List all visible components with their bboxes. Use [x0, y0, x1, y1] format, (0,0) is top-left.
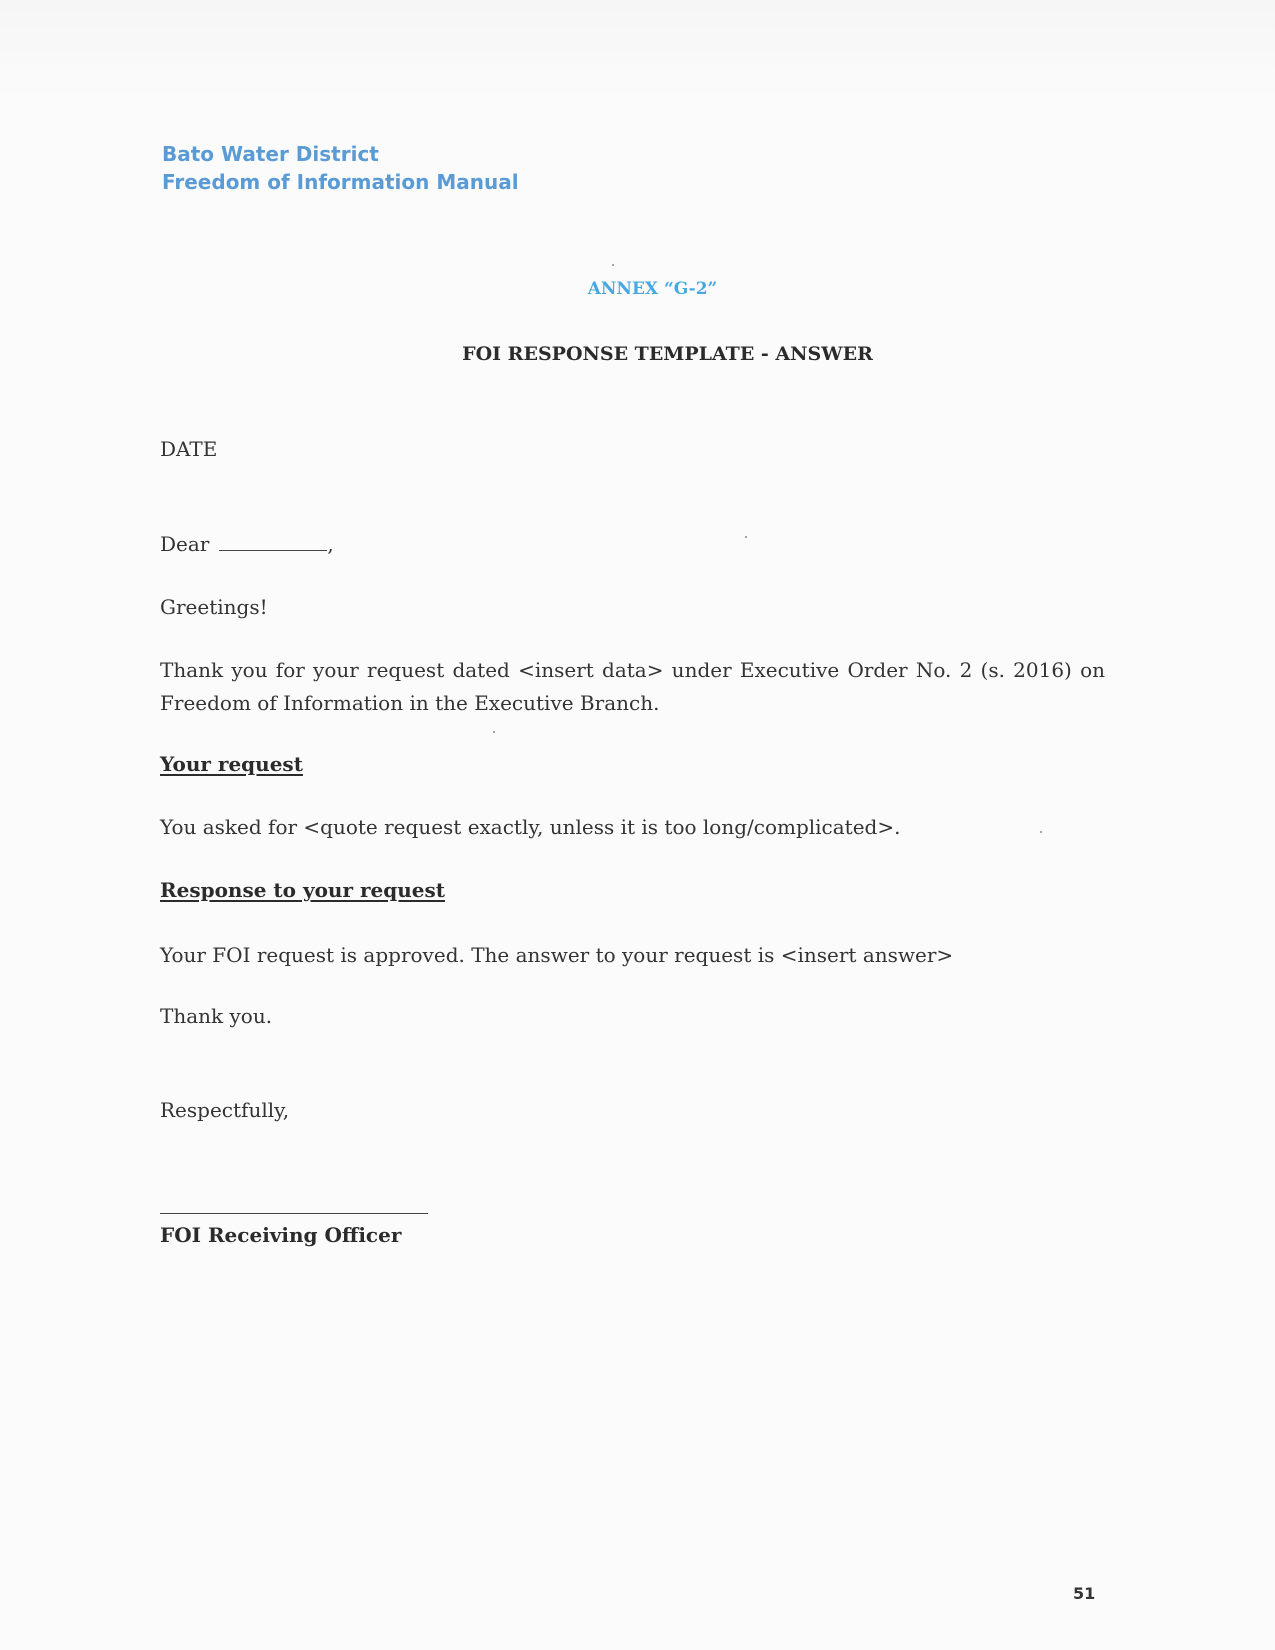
response-text: Your FOI request is approved. The answer to your request is <insert answer>: [160, 943, 954, 967]
intro-paragraph: Thank you for your request dated <insert data> under Executive Order No. 2 (s. 2016) on Freedom of Information in the Executive Branch.: [160, 658, 1105, 715]
closing-text: Respectfully,: [160, 1098, 290, 1122]
section-heading-request: Your request: [160, 752, 303, 776]
section-heading-response: Response to your request: [160, 878, 445, 902]
page-number: 51: [1073, 1584, 1096, 1603]
recipient-blank: [219, 532, 327, 551]
salutation-suffix: ,: [327, 532, 334, 556]
thanks-text: Thank you.: [160, 1004, 273, 1028]
signature-line: [160, 1213, 428, 1214]
manual-name: Freedom of Information Manual: [162, 170, 519, 194]
scan-speck: [612, 264, 614, 266]
scan-speck: [493, 731, 495, 733]
scan-speck: [1040, 831, 1042, 833]
document-header: [162, 140, 519, 196]
request-text: You asked for <quote request exactly, unless it is too long/complicated>.: [160, 815, 901, 839]
salutation-text: Dear: [160, 532, 210, 556]
salutation-line: [160, 532, 334, 556]
page-title: FOI RESPONSE TEMPLATE - ANSWER: [462, 343, 873, 365]
scan-speck: [745, 536, 747, 538]
annex-label: ANNEX “G-2”: [587, 279, 718, 299]
greeting: Greetings!: [160, 595, 268, 619]
signatory-title: FOI Receiving Officer: [160, 1223, 402, 1247]
org-name: Bato Water District: [162, 142, 379, 166]
date-label: DATE: [160, 437, 218, 461]
